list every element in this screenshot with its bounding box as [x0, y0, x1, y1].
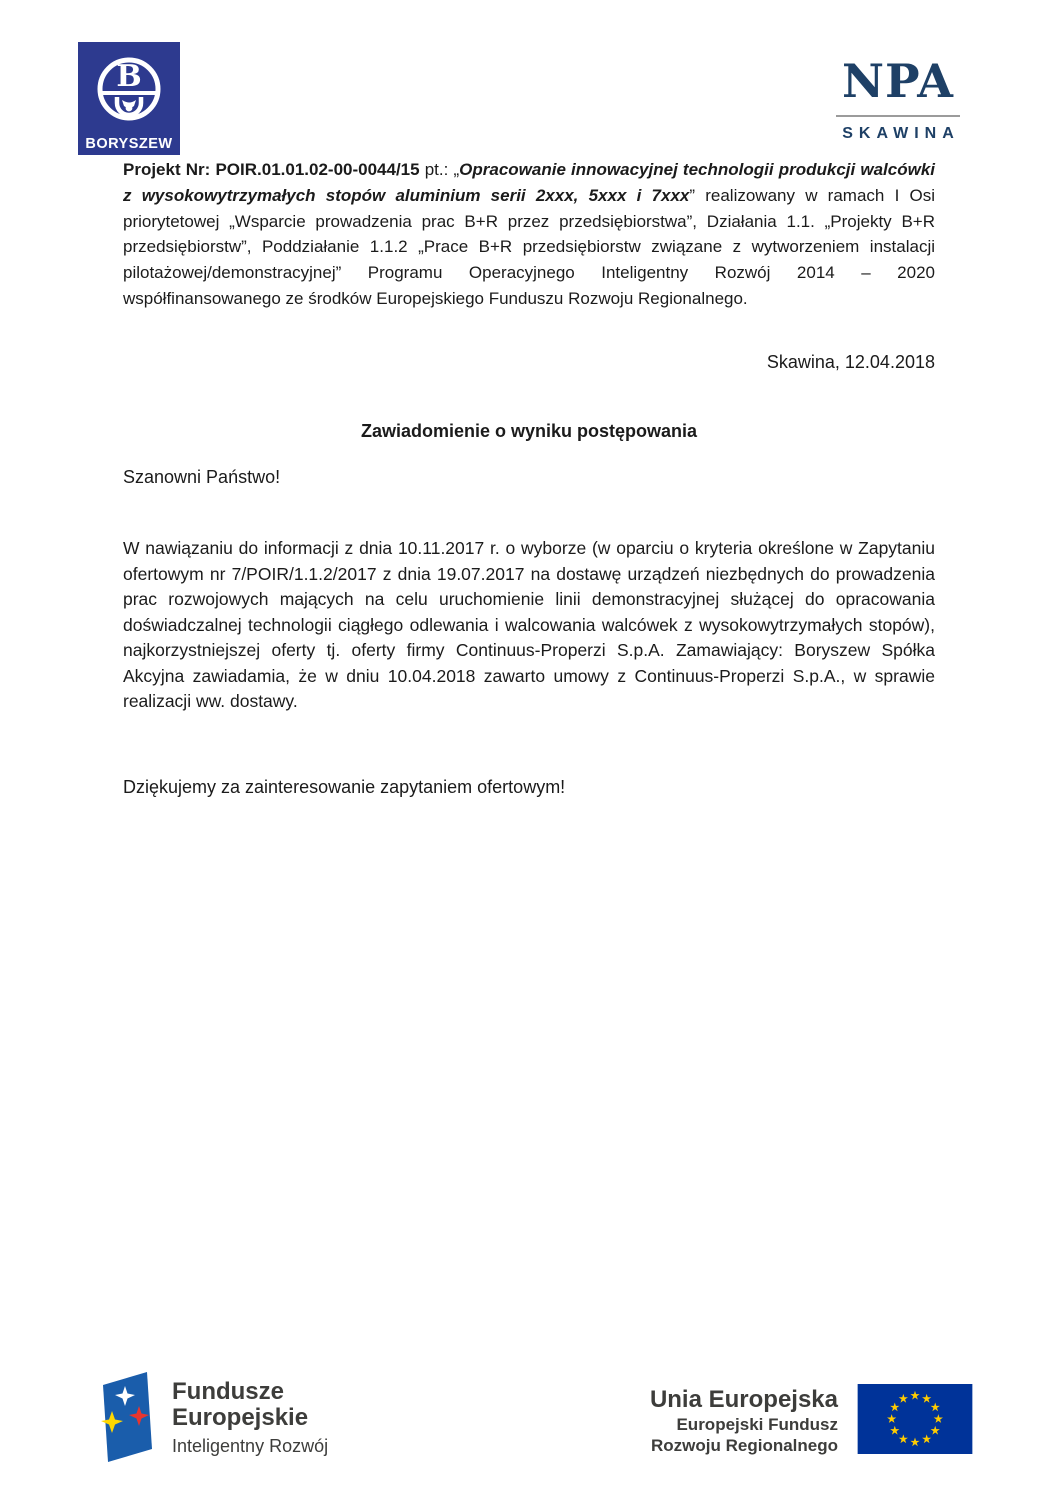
fe-line1: Fundusze: [172, 1378, 284, 1405]
npa-logo: [834, 56, 962, 143]
eu-line2: Europejski Fundusz: [676, 1415, 838, 1434]
eu-logo-text: [650, 1386, 838, 1456]
fundusze-europejskie-logo: [95, 1369, 328, 1465]
project-number: Projekt Nr: POIR.01.01.02-00-0044/15: [123, 160, 420, 179]
eu-line1: Unia Europejska: [649, 1386, 838, 1413]
subject-title: Zawiadomienie o wyniku postępowania: [360, 421, 698, 441]
body-paragraph: W nawiązaniu do informacji z dnia 10.11.2017 r. o wyborze (w oparciu o kryteria określone w Zapytaniu ofertowym nr 7/POIR/1.1.2/2017 z dnia 19.07.2017 na dostawę urządzeń niezbędnych do prowadzenia prac rozwojowych mających na celu uruchomienie linii demonstracyjnej służącej do opracowania doświadczalnej technologii ciągłego odlewania i walcowania walcówek z wysokowytrzymałych stopów), najkorzystniejszej oferty tj. oferty firmy Continuus-Properzi S.p.A. Zamawiający: Boryszew Spółka Akcyjna zawiadamia, że w dniu 10.04.2018 zawarto umowy z Continuus-Properzi S.p.A., w sprawie realizacji ww. dostawy.: [123, 538, 935, 711]
fe-line3: Inteligentny Rozwój: [172, 1436, 329, 1456]
salutation: Szanowni Państwo!: [123, 467, 281, 487]
fe-line2: Europejskie: [172, 1404, 309, 1431]
unia-europejska-logo: [650, 1384, 975, 1456]
project-description-rest: ” realizowany w ramach I Osi priorytetowej „Wsparcie prowadzenia prac B+R przez przedsiębiorstwa”, Działania 1.1. „Projekty B+R przedsiębiorstw”, Poddziałanie 1.1.2 „Prace B+R przedsiębiorstw związane z wytworzeniem instalacji pilotażowej/demonstracyjnej” Programu Operacyjnego Inteligentny Rozwój 2014 – 2020 współfinansowanego ze środków Europejskiego Funduszu Rozwoju Regionalnego.: [123, 185, 935, 308]
boryszew-logo: [78, 42, 180, 155]
fe-flag-icon: [95, 1369, 157, 1465]
project-description-paragraph: [123, 157, 935, 312]
dateline: Skawina, 12.04.2018: [766, 352, 935, 372]
eu-flag-icon: [855, 1384, 975, 1454]
npa-subtitle: SKAWINA: [842, 125, 960, 142]
boryszew-wordmark: BORYSZEW: [85, 136, 173, 152]
npa-divider: [836, 115, 960, 117]
project-pt-label: pt.: „: [419, 160, 460, 179]
fe-logo-text: [172, 1379, 328, 1458]
npa-wordmark: NPA: [842, 54, 954, 108]
eu-line3: Rozwoju Regionalnego: [651, 1436, 838, 1455]
closing-line: Dziękujemy za zainteresowanie zapytaniem ofertowym!: [123, 777, 566, 797]
boryszew-logo-icon: [78, 42, 180, 155]
boryszew-emblem-letter: B: [116, 59, 142, 94]
project-title: Opracowanie innowacyjnej technologii produkcji walcówki z wysokowytrzymałych stopów aluminium serii 2xxx, 5xxx i 7xxx: [123, 160, 935, 205]
